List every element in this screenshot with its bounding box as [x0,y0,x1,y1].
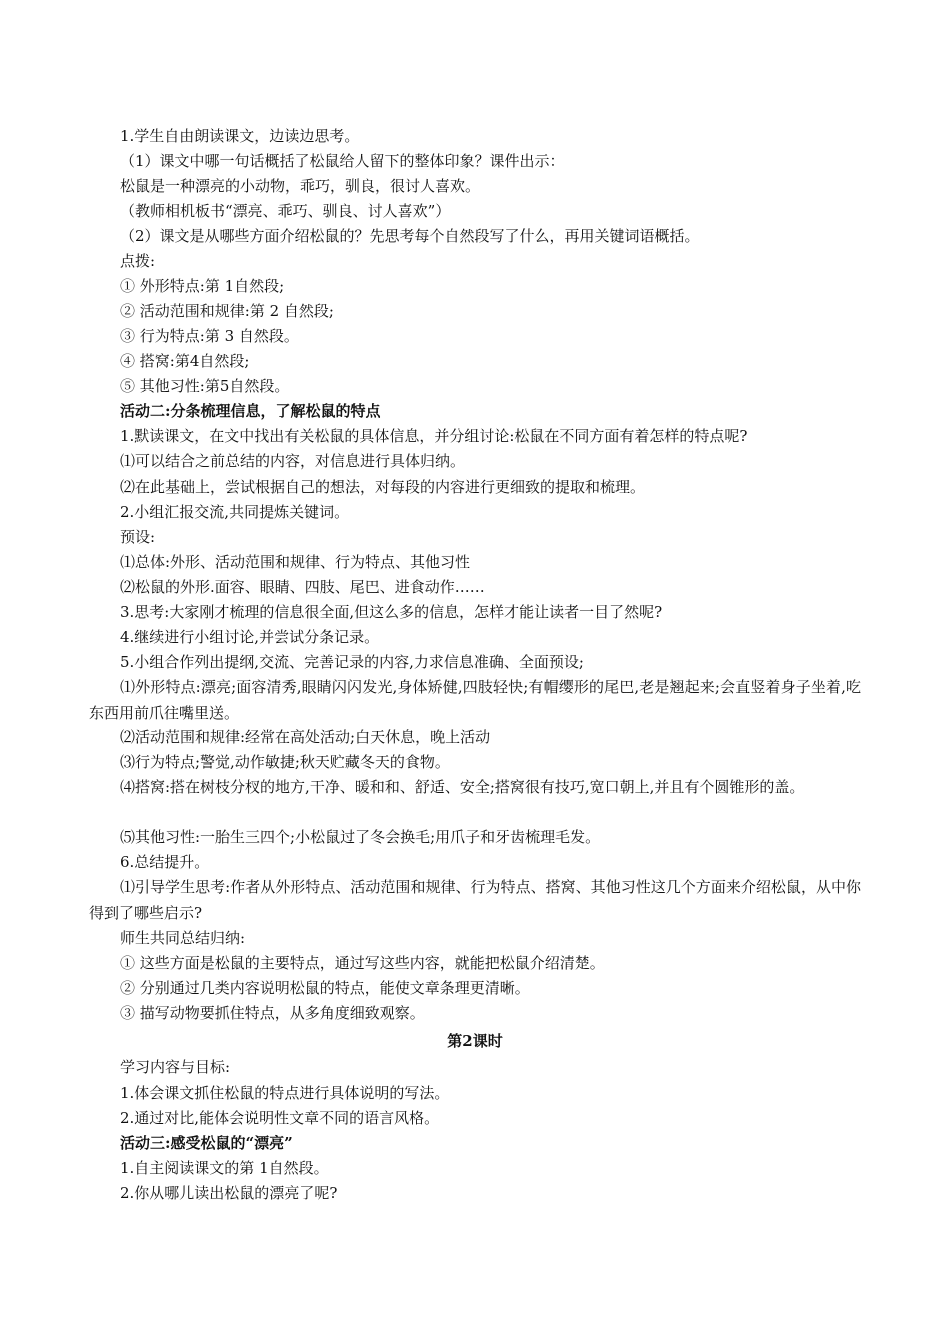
text-line: ⑵在此基础上，尝试根据自己的想法，对每段的内容进行更细致的提取和梳理。 [120,478,646,496]
text-line: ② 分别通过几类内容说明松鼠的特点，能使文章条理更清晰。 [120,979,530,997]
text-line: ⑸其他习性:一胎生三四个;小松鼠过了冬会换毛;用爪子和牙齿梳理毛发。 [120,828,601,846]
text-paragraph: ⑴外形特点:漂亮;面容清秀,眼睛闪闪发光,身体矫健,四肢轻快;有帽缨形的尾巴,老是翘起来;会直竖着身子坐着,吃东西用前爪往嘴里送。 [89,678,861,722]
text-line: ⑵松鼠的外形.面容、眼睛、四肢、尾巴、进食动作…… [120,578,485,596]
text-line: 学习内容与目标: [120,1058,231,1076]
activity-heading: 活动三:感受松鼠的“漂亮” [120,1134,293,1152]
section-heading: 第2课时 [447,1032,503,1050]
text-line: 2.小组汇报交流,共同提炼关键词。 [120,503,350,521]
text-line: （2）课文是从哪些方面介绍松鼠的？先思考每个自然段写了什么，再用关键词语概括。 [120,227,700,245]
text-line: 预设: [120,528,156,546]
text-line: ③ 行为特点:第 3 自然段。 [120,327,299,345]
text-line: 1.体会课文抓住松鼠的特点进行具体说明的写法。 [120,1084,450,1102]
text-line: 1.默读课文，在文中找出有关松鼠的具体信息，并分组讨论:松鼠在不同方面有着怎样的特点呢? [120,427,748,445]
text-line: 松鼠是一种漂亮的小动物，乖巧，驯良，很讨人喜欢。 [120,177,481,195]
text-line: 1.学生自由朗读课文，边读边思考。 [120,127,360,145]
text-line: 6.总结提升。 [120,853,210,871]
text-line: 3.思考:大家刚才梳理的信息很全面,但这么多的信息，怎样才能让读者一目了然呢? [120,603,663,621]
text-line: （教师相机板书“漂亮、乖巧、驯良、讨人喜欢”） [120,202,451,220]
text-line: ⑤ 其他习性:第5自然段。 [120,377,290,395]
text-line: 2.通过对比,能体会说明性文章不同的语言风格。 [120,1109,440,1127]
text-line: ⑴可以结合之前总结的内容，对信息进行具体归纳。 [120,452,466,470]
text-line: ⑵活动范围和规律:经常在高处活动;白天休息，晚上活动 [120,728,491,746]
text-paragraph: ⑴引导学生思考:作者从外形特点、活动范围和规律、行为特点、搭窝、其他习性这几个方面来介绍松鼠，从中你得到了哪些启示? [89,878,861,922]
text-line: 点拨: [120,252,156,270]
text-line: ③ 描写动物要抓住特点，从多角度细致观察。 [120,1004,425,1022]
text-paragraph: ⑷搭窝:搭在树枝分杈的地方,干净、暖和和、舒适、安全;搭窝很有技巧,宽口朝上,并且有个圆锥形的盖。 [120,778,805,796]
text-line: ② 活动范围和规律:第 2 自然段; [120,302,334,320]
text-line: 4.继续进行小组讨论,并尝试分条记录。 [120,628,380,646]
text-line: 师生共同总结归纳: [120,929,246,947]
text-line: ① 外形特点:第 1自然段; [120,277,285,295]
text-line: ④ 搭窝:第4自然段; [120,352,250,370]
text-line: 1.自主阅读课文的第 1自然段。 [120,1159,329,1177]
text-line: ⑶行为特点;警觉,动作敏捷;秋天贮藏冬天的食物。 [120,753,450,771]
text-line: ⑴总体:外形、活动范围和规律、行为特点、其他习性 [120,553,471,571]
text-line: 5.小组合作列出提纲,交流、完善记录的内容,力求信息准确、全面预设; [120,653,584,671]
activity-heading: 活动二:分条梳理信息，了解松鼠的特点 [120,402,381,420]
text-line: （1）课文中哪一句话概括了松鼠给人留下的整体印象？课件出示： [120,152,565,170]
text-line: 2.你从哪儿读出松鼠的漂亮了呢? [120,1184,338,1202]
text-line: ① 这些方面是松鼠的主要特点，通过写这些内容，就能把松鼠介绍清楚。 [120,954,605,972]
